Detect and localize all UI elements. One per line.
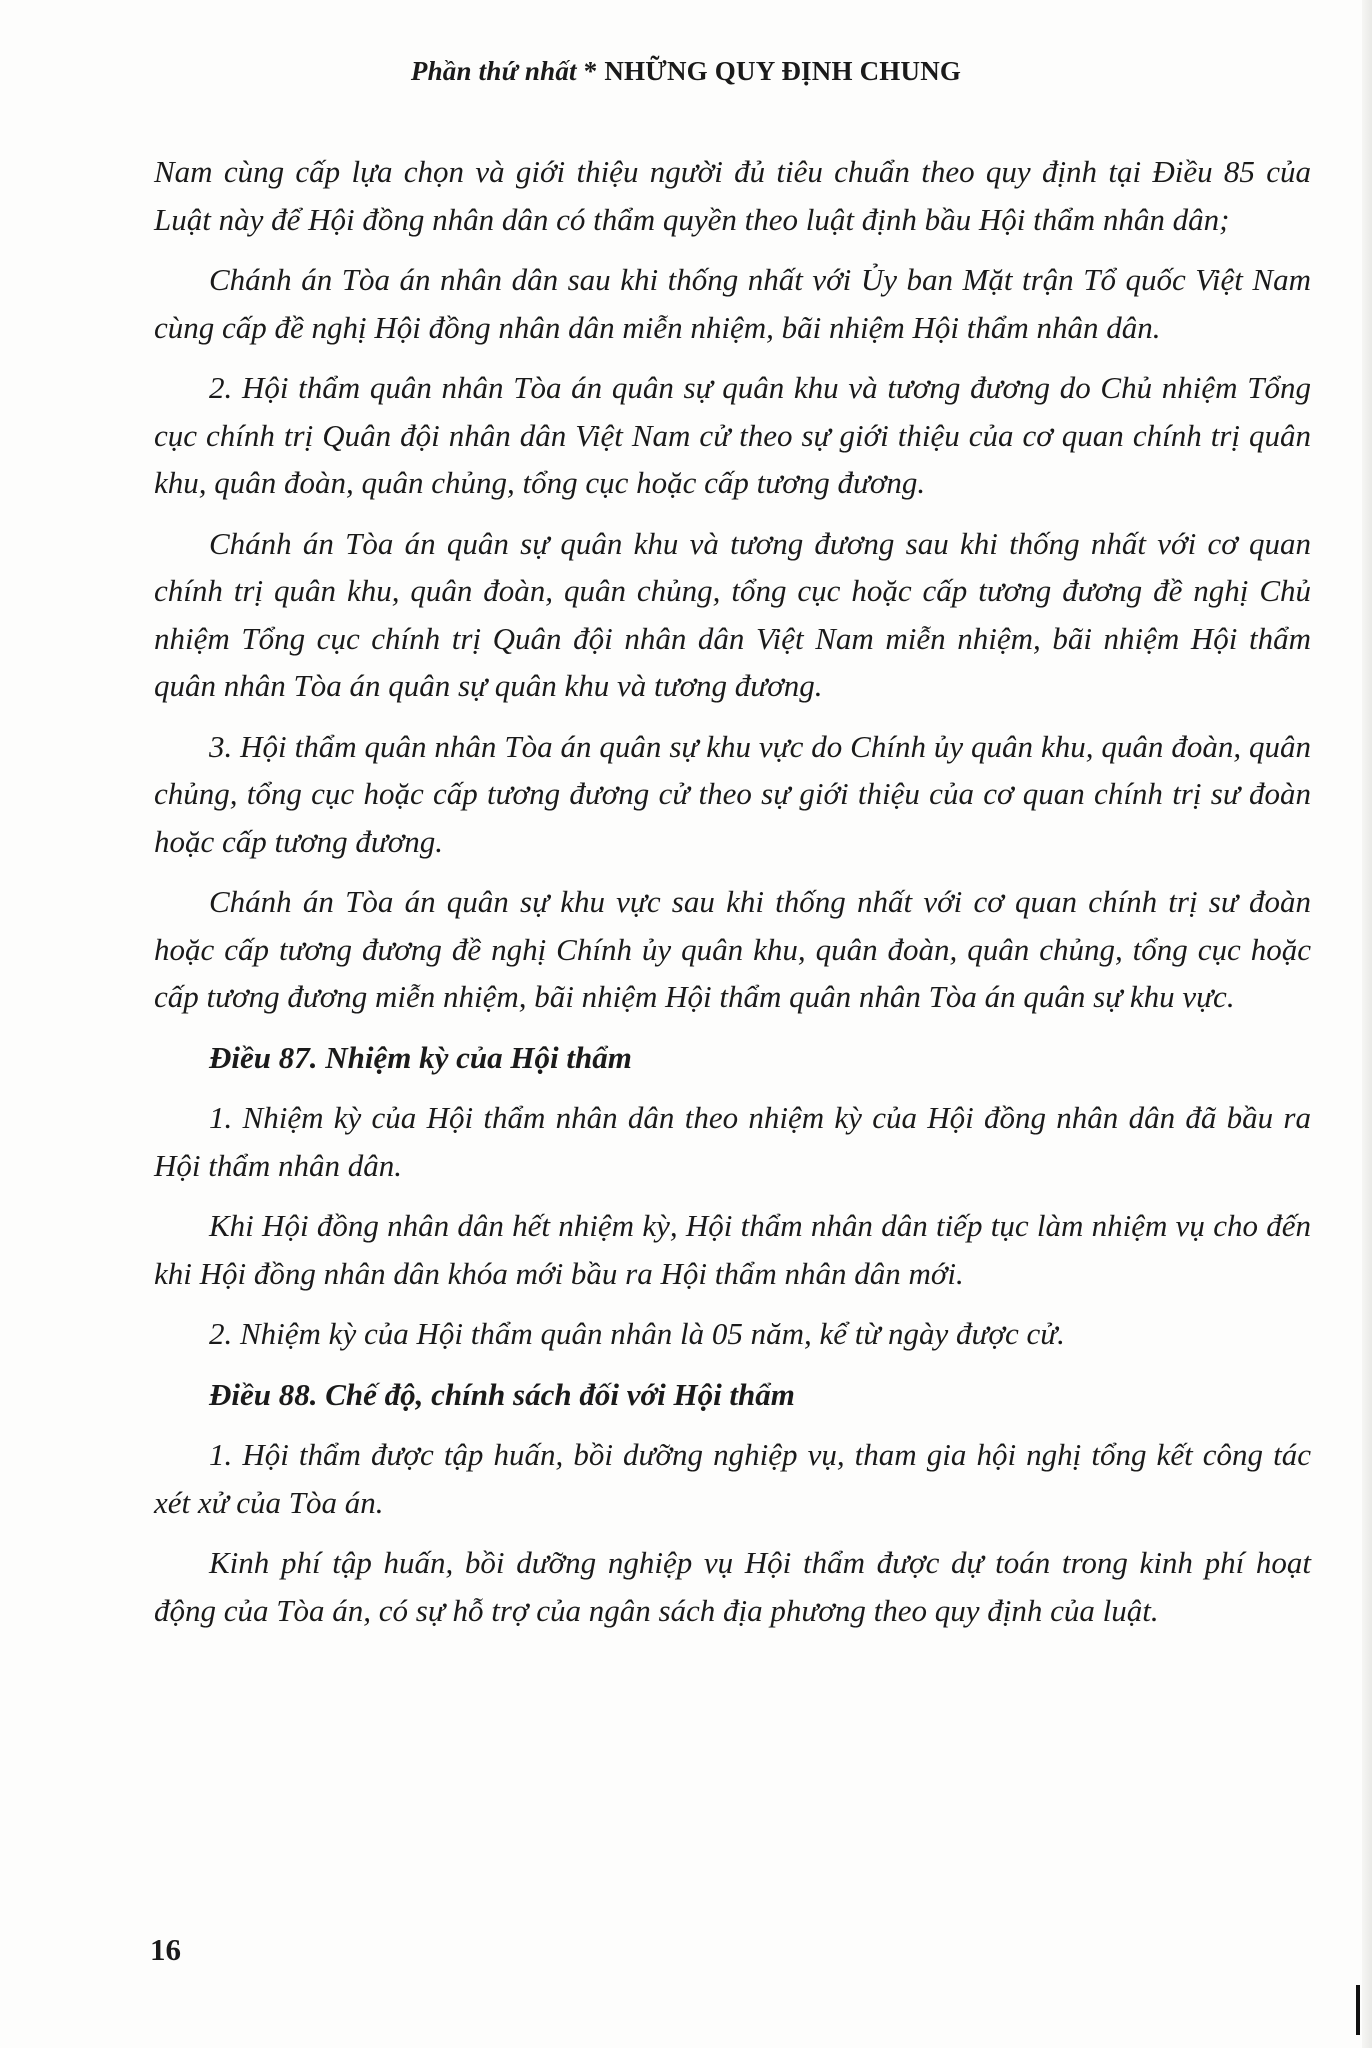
paragraph: 3. Hội thẩm quân nhân Tòa án quân sự khu vực do Chính ủy quân khu, quân đoàn, quân chủng, tổng cục hoặc cấp tương đương cử theo sự giới thiệu của cơ quan chính trị sư đoàn hoặc cấp tương đương. [154, 728, 1311, 859]
page-edge-mark [1356, 1985, 1360, 2035]
page-number: 16 [150, 1932, 181, 1967]
paragraph: 2. Hội thẩm quân nhân Tòa án quân sự quân khu và tương đương do Chủ nhiệm Tổng cục chính trị Quân đội nhân dân Việt Nam cử theo sự giới thiệu của cơ quan chính trị quân khu, quân đoàn, quân chủng, tổng cục hoặc cấp tương đương. [154, 370, 1311, 500]
running-header-part: Phần thứ nhất [410, 56, 577, 86]
page-body [154, 148, 1311, 1647]
paragraph: Chánh án Tòa án nhân dân sau khi thống nhất với Ủy ban Mặt trận Tổ quốc Việt Nam cùng cấp đề nghị Hội đồng nhân dân miễn nhiệm, bãi nhiệm Hội thẩm nhân dân. [154, 262, 1311, 345]
paragraph: 2. Nhiệm kỳ của Hội thẩm quân nhân là 05 năm, kể từ ngày được cử. [209, 1316, 1065, 1351]
paragraph-continuation: Nam cùng cấp lựa chọn và giới thiệu người đủ tiêu chuẩn theo quy định tại Điều 85 của Luật này để Hội đồng nhân dân có thẩm quyền theo luật định bầu Hội thẩm nhân dân; [154, 154, 1311, 237]
running-header-separator: * [576, 56, 605, 86]
page-edge-shadow [1362, 0, 1372, 2048]
article-heading-87: Điều 87. Nhiệm kỳ của Hội thẩm [209, 1039, 632, 1075]
running-header [0, 56, 1372, 87]
running-header-title: NHỮNG QUY ĐỊNH CHUNG [604, 56, 962, 86]
paragraph: 1. Nhiệm kỳ của Hội thẩm nhân dân theo nhiệm kỳ của Hội đồng nhân dân đã bầu ra Hội thẩm nhân dân. [154, 1100, 1311, 1183]
paragraph: Chánh án Tòa án quân sự khu vực sau khi thống nhất với cơ quan chính trị sư đoàn hoặc cấp tương đương đề nghị Chính ủy quân khu, quân đoàn, quân chủng, tổng cục hoặc cấp tương đương miễn nhiệm, bãi nhiệm Hội thẩm quân nhân Tòa án quân sự khu vực. [154, 884, 1311, 1014]
paragraph: 1. Hội thẩm được tập huấn, bồi dưỡng nghiệp vụ, tham gia hội nghị tổng kết công tác xét xử của Tòa án. [154, 1437, 1311, 1520]
paragraph: Kinh phí tập huấn, bồi dưỡng nghiệp vụ Hội thẩm được dự toán trong kinh phí hoạt động của Tòa án, có sự hỗ trợ của ngân sách địa phương theo quy định của luật. [154, 1545, 1311, 1628]
paragraph: Chánh án Tòa án quân sự quân khu và tương đương sau khi thống nhất với cơ quan chính trị quân khu, quân đoàn, quân chủng, tổng cục hoặc cấp tương đương đề nghị Chủ nhiệm Tổng cục chính trị Quân đội nhân dân Việt Nam miễn nhiệm, bãi nhiệm Hội thẩm quân nhân Tòa án quân sự quân khu và tương đương. [154, 525, 1311, 703]
article-heading-88: Điều 88. Chế độ, chính sách đối với Hội thẩm [209, 1376, 795, 1412]
paragraph: Khi Hội đồng nhân dân hết nhiệm kỳ, Hội thẩm nhân dân tiếp tục làm nhiệm vụ cho đến khi Hội đồng nhân dân khóa mới bầu ra Hội thẩm nhân dân mới. [154, 1208, 1311, 1291]
